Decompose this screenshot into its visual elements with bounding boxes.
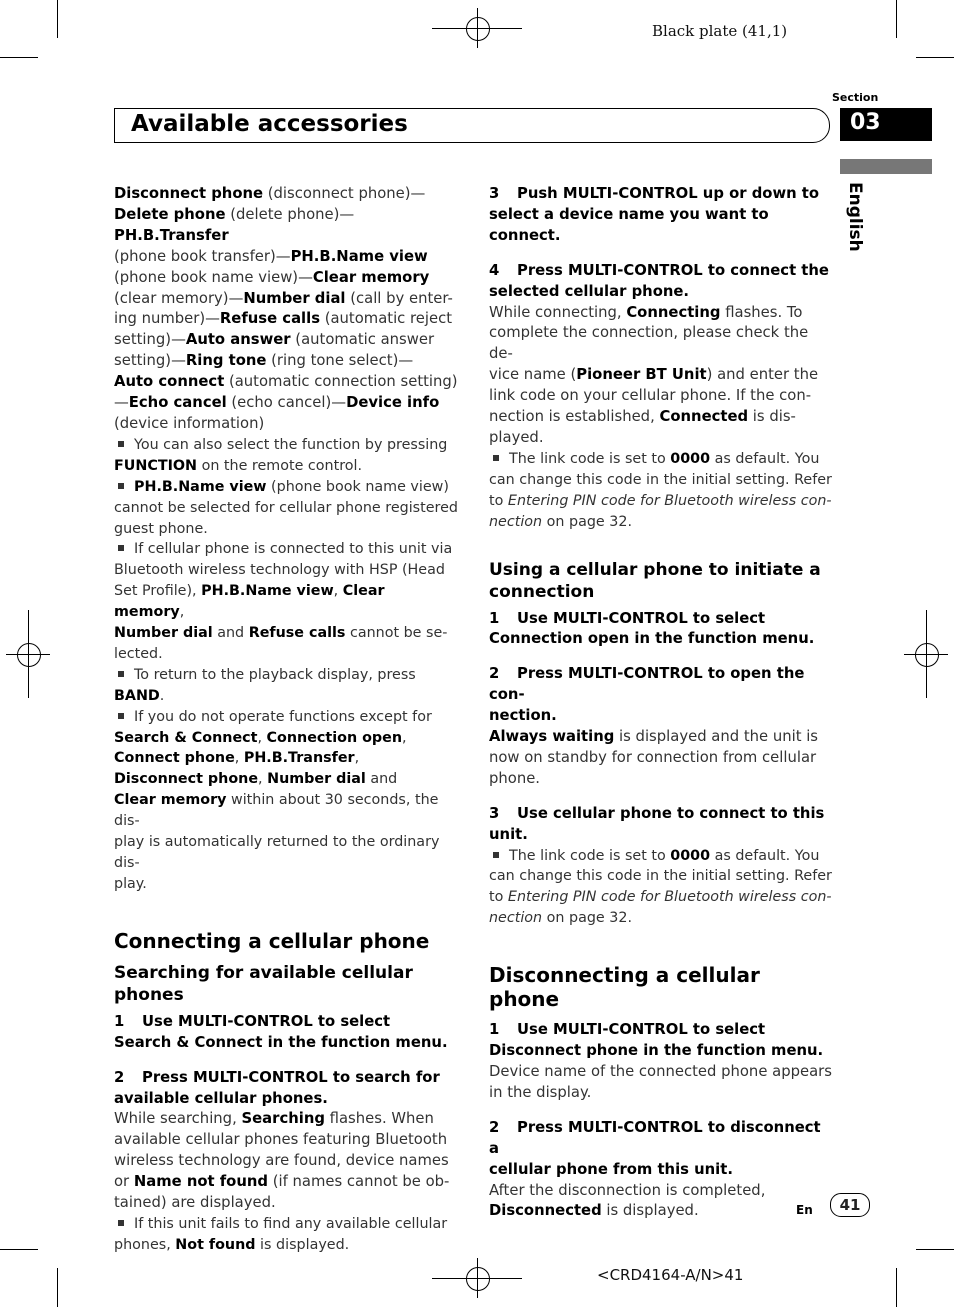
crop-mark	[0, 57, 38, 58]
bullet-icon	[493, 455, 499, 461]
section-tab	[840, 159, 932, 174]
page-number: 41	[830, 1193, 870, 1217]
note-band: To return to the playback display, press BAND.	[114, 666, 416, 704]
heading-using-phone: Using a cellular phone to initiate a connection	[489, 559, 821, 602]
crop-mark	[0, 1249, 38, 1250]
function-list: Disconnect phone (disconnect phone)— Delete phone (delete phone)—PH.B.Transfer (phone book transfer)—PH.B.Name view (phone book name view)—Clear memory (clear memory)—Number dial (call by enter- ing number)—Refuse calls (automatic reject setting)—Auto answer (automatic answer setting)—Ring tone (ring tone select)— Auto connect (automatic connection setting) —Echo cancel (echo cancel)—Device info (device information)	[114, 185, 458, 432]
plate-label: Black plate (41,1)	[652, 22, 788, 40]
crop-mark	[916, 57, 954, 58]
crop-mark	[896, 0, 897, 38]
section-number: 03	[850, 110, 881, 135]
heading-connecting: Connecting a cellular phone	[114, 928, 430, 953]
step-open-2-body: Always waiting is displayed and the unit is now on standby for connection from cellular phone.	[489, 728, 819, 787]
step-open-3: 3 Use cellular phone to connect to this unit.	[489, 804, 825, 843]
note-function-button: You can also select the function by pressing FUNCTION on the remote control.	[114, 436, 448, 474]
heading-disconnecting: Disconnecting a cellular phone	[489, 963, 760, 1012]
registration-mark	[17, 643, 41, 667]
step-select-device: 3 Push MULTI-CONTROL up or down to select a device name you want to connect.	[489, 185, 820, 244]
step-disconnect-1-body: Device name of the connected phone appears in the display.	[489, 1063, 832, 1101]
note-hsp: If cellular phone is connected to this unit via Bluetooth wireless technology with HSP (Head Set Profile), PH.B.Name view, Clear memory, Number dial and Refuse calls cannot be se- lected.	[114, 541, 453, 662]
registration-mark	[466, 17, 490, 41]
crop-mark	[916, 1249, 954, 1250]
note-link-code-2: The link code is set to 0000 as default. You can change this code in the initial setting. Refer to Entering PIN code for Bluetooth wireless con- nection on page 32.	[489, 847, 832, 927]
language-label: English	[845, 182, 865, 252]
bullet-icon	[118, 671, 124, 677]
bullet-icon	[118, 713, 124, 719]
crop-mark	[57, 0, 58, 38]
registration-mark	[466, 1267, 490, 1291]
step-disconnect-2-body: After the disconnection is completed, Disconnected is displayed.	[489, 1181, 766, 1220]
bullet-icon	[118, 441, 124, 447]
step-open-2: 2 Press MULTI-CONTROL to open the con- nection.	[489, 665, 805, 725]
bullet-icon	[118, 483, 124, 489]
registration-mark	[915, 643, 939, 667]
bullet-icon	[493, 852, 499, 858]
step-connect-phone: 4 Press MULTI-CONTROL to connect the selected cellular phone.	[489, 261, 829, 300]
note-timeout: If you do not operate functions except for Search & Connect, Connection open, Connect phone, PH.B.Transfer, Disconnect phone, Number dial and Clear memory within about 30 seconds, the dis- play is automatically returned to the ordinary dis- play.	[114, 708, 440, 892]
step-search-2: 2 Press MULTI-CONTROL to search for available cellular phones.	[114, 1068, 440, 1107]
section-number-box	[840, 108, 932, 141]
step-search-1: 1 Use MULTI-CONTROL to select Search & Connect in the function menu.	[114, 1012, 448, 1051]
section-label: Section	[832, 91, 879, 104]
crop-mark	[57, 1268, 58, 1307]
right-column	[489, 184, 834, 1222]
step-disconnect-1: 1 Use MULTI-CONTROL to select Disconnect phone in the function menu.	[489, 1021, 824, 1060]
step-connect-phone-body: While connecting, Connecting flashes. To complete the connection, please check the de- vice name (Pioneer BT Unit) and enter the link code on your cellular phone. If the con- nection is established, Connected is dis- played.	[489, 303, 819, 446]
step-disconnect-2: 2 Press MULTI-CONTROL to disconnect a cellular phone from this unit.	[489, 1118, 821, 1178]
left-column	[114, 184, 459, 1256]
bullet-icon	[118, 545, 124, 551]
bullet-icon	[118, 1220, 124, 1226]
page-title: Available accessories	[131, 111, 408, 137]
note-link-code-1: The link code is set to 0000 as default. You can change this code in the initial setting. Refer to Entering PIN code for Bluetooth wireless con- nection on page 32.	[489, 450, 832, 530]
heading-searching: Searching for available cellular phones	[114, 962, 413, 1005]
page-title-box	[114, 108, 830, 143]
step-search-2-body: While searching, Searching flashes. When available cellular phones featuring Bluetooth wireless technology are found, device names or Name not found (if names cannot be ob- tained) are displayed.	[114, 1110, 450, 1212]
crop-mark	[896, 1268, 897, 1307]
step-open-1: 1 Use MULTI-CONTROL to select Connection open in the function menu.	[489, 609, 815, 648]
document-code: <CRD4164-A/N>41	[597, 1266, 744, 1284]
footer-language-code: En	[796, 1203, 813, 1217]
note-not-found: If this unit fails to find any available cellular phones, Not found is displayed.	[114, 1215, 448, 1253]
note-phonebook-view: PH.B.Name view (phone book name view) cannot be selected for cellular phone registered guest phone.	[114, 478, 458, 537]
